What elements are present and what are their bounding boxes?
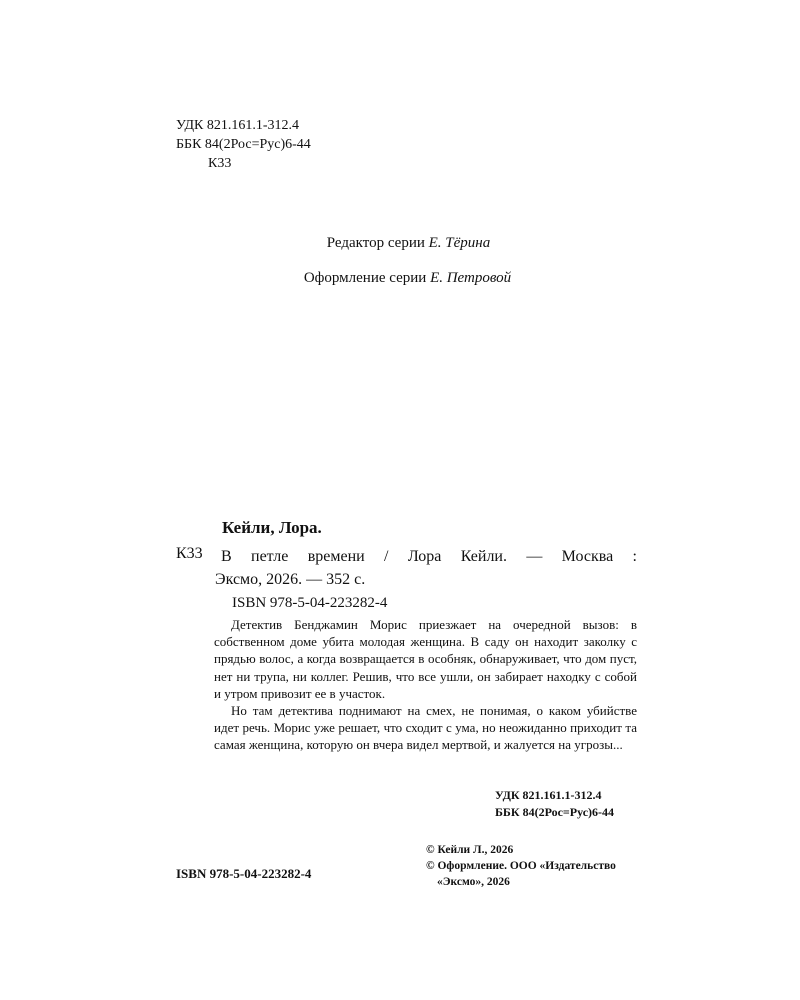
catalog-title-line-2: Эксмо, 2026. — 352 с. bbox=[215, 571, 366, 588]
copyright-block bbox=[426, 842, 616, 890]
bbk-code: ББК 84(2Рос=Рус)6-44 bbox=[176, 137, 311, 152]
catalog-author: Кейли, Лора. bbox=[222, 518, 322, 537]
author-mark: К33 bbox=[208, 156, 232, 171]
udk-code: УДК 821.161.1-312.4 bbox=[176, 118, 300, 133]
series-editor-name: Е. Тёрина bbox=[428, 235, 491, 251]
series-design-name: Е. Петровой bbox=[430, 270, 512, 286]
copyright-author: © Кейли Л., 2026 bbox=[426, 844, 514, 856]
catalog-author-mark: К33 bbox=[176, 545, 203, 562]
catalog-isbn: ISBN 978-5-04-223282-4 bbox=[232, 595, 388, 611]
copyright-design-line-2: «Эксмо», 2026 bbox=[437, 876, 510, 888]
annotation-paragraph: Детектив Бенджамин Морис приезжает на очередной вызов: в собственном доме убита молодая женщина. В саду он находит заколку с прядью волос, а когда возвращается в особняк, обнаруживает, что дом пуст, нет ни трупа, ни коллег. Решив, что все ушли, он забирает находку с собой и утром привозит ее в участок. bbox=[214, 617, 637, 701]
annotation-classification bbox=[495, 787, 614, 821]
catalog-title-entry bbox=[215, 545, 637, 591]
annotation-bbk: ББК 84(2Рос=Рус)6-44 bbox=[495, 805, 615, 819]
annotation-udk: УДК 821.161.1-312.4 bbox=[495, 788, 602, 802]
series-editor-credit bbox=[0, 235, 800, 252]
annotation-paragraph: Но там детектива поднимают на смех, не понимая, о каком убийстве идет речь. Морис уже решает, что сходит с ума, но неожиданно приходит та самая женщина, которую он вчера видел мертвой, и жалуется на угрозы... bbox=[214, 703, 637, 753]
series-design-credit bbox=[0, 270, 800, 287]
series-design-label: Оформление серии bbox=[303, 270, 427, 286]
copyright-design-line-1: © Оформление. ООО «Издательство bbox=[426, 860, 616, 872]
footer-isbn: ISBN 978-5-04-223282-4 bbox=[176, 866, 312, 881]
annotation bbox=[214, 616, 637, 754]
classification-block bbox=[176, 116, 311, 173]
catalog-title-line-1: В петле времени / Лора Кейли. — Москва : bbox=[221, 548, 637, 565]
series-editor-label: Редактор серии bbox=[326, 235, 425, 251]
